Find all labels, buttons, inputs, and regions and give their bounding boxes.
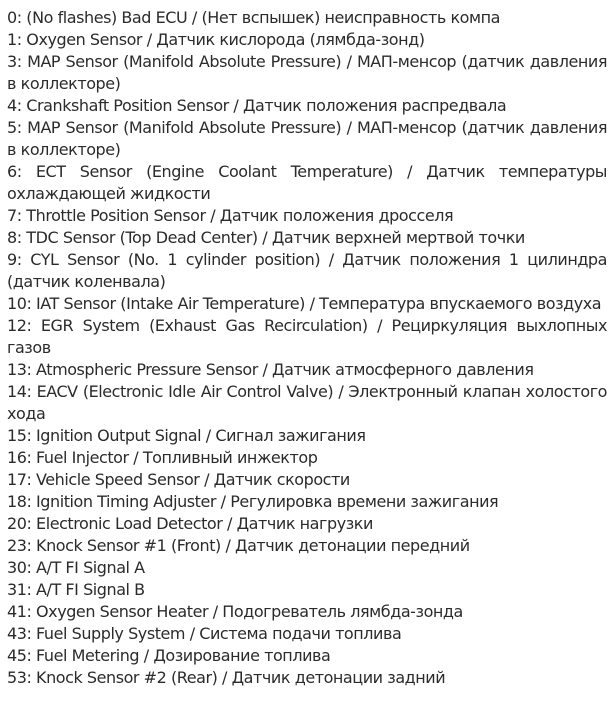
- code-entry-41: 41: Oxygen Sensor Heater / Подогреватель лямбда-зонда: [7, 602, 463, 621]
- code-entry-4: 4: Crankshaft Position Sensor / Датчик положения распредвала: [7, 96, 507, 115]
- code-entry-17: 17: Vehicle Speed Sensor / Датчик скорости: [7, 470, 350, 489]
- code-entry-16: 16: Fuel Injector / Топливный инжектор: [7, 448, 318, 467]
- code-entry-13: 13: Atmospheric Pressure Sensor / Датчик атмосферного давления: [7, 360, 534, 379]
- code-entry-23: 23: Knock Sensor #1 (Front) / Датчик детонации передний: [7, 536, 470, 555]
- code-entry-12: 12: EGR System (Exhaust Gas Recirculation) / Рециркуляция выхлопных газов: [7, 316, 607, 357]
- code-entry-10: 10: IAT Sensor (Intake Air Temperature) / Температура впускаемого воздуха: [7, 294, 602, 313]
- code-entry-30: 30: A/T FI Signal A: [7, 558, 145, 577]
- code-entry-14: 14: EACV (Electronic Idle Air Control Valve) / Электронный клапан холостого хода: [7, 382, 607, 423]
- code-entry-45: 45: Fuel Metering / Дозирование топлива: [7, 646, 331, 665]
- code-entry-8: 8: TDC Sensor (Top Dead Center) / Датчик верхней мертвой точки: [7, 228, 525, 247]
- code-entry-43: 43: Fuel Supply System / Система подачи топлива: [7, 624, 402, 643]
- code-entry-7: 7: Throttle Position Sensor / Датчик положения дросселя: [7, 206, 454, 225]
- code-entry-5: 5: MAP Sensor (Manifold Absolute Pressure) / МАП-менсор (датчик давления в коллекторе): [7, 118, 607, 159]
- code-entry-1: 1: Oxygen Sensor / Датчик кислорода (лямбда-зонд): [7, 30, 425, 49]
- code-entry-6: 6: ECT Sensor (Engine Coolant Temperature) / Датчик температуры охлаждающей жидкости: [7, 162, 607, 203]
- code-entry-18: 18: Ignition Timing Adjuster / Регулировка времени зажигания: [7, 492, 499, 511]
- code-entry-3: 3: MAP Sensor (Manifold Absolute Pressure) / МАП-менсор (датчик давления в коллекторе): [7, 52, 607, 93]
- code-entry-9: 9: CYL Sensor (No. 1 cylinder position) / Датчик положения 1 цилиндра (датчик коленвала): [7, 250, 607, 291]
- code-entry-15: 15: Ignition Output Signal / Сигнал зажигания: [7, 426, 366, 445]
- code-entry-31: 31: A/T FI Signal B: [7, 580, 145, 599]
- code-entry-20: 20: Electronic Load Detector / Датчик нагрузки: [7, 514, 373, 533]
- code-entry-0: 0: (No flashes) Bad ECU / (Нет вспышек) неисправность компа: [7, 8, 500, 27]
- code-entry-53: 53: Knock Sensor #2 (Rear) / Датчик детонации задний: [7, 668, 446, 687]
